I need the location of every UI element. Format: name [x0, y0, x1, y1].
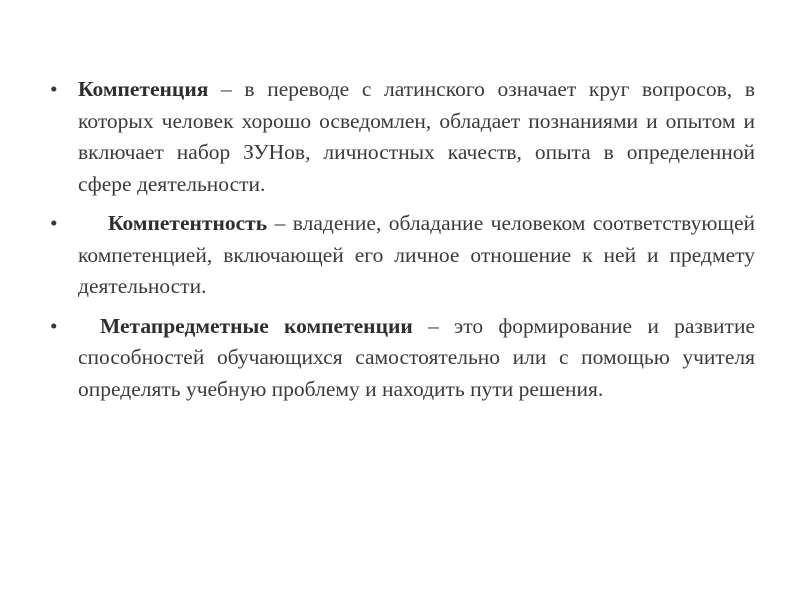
- term-competence: Компетенция: [78, 77, 209, 101]
- definition-item-competence: [50, 74, 755, 200]
- definitions-list: [50, 74, 755, 413]
- bullet-icon: •: [50, 77, 58, 101]
- bullet-icon: •: [50, 313, 58, 338]
- definition-text-competence: – в переводе с латинского означает круг вопросов, в которых человек хорошо осведомлен, обладает познаниями и опытом и включает набор ЗУНов, личностных качеств, опыта в определенной сфере деятельности.: [78, 77, 755, 196]
- definition-text-metasubject: – это формирование и развитие способностей обучающихся самостоятельно или с помощью учителя определять учебную проблему и находить пути решения.: [78, 313, 755, 401]
- term-metasubject: Метапредметные компетенции: [100, 313, 413, 338]
- definition-item-metasubject: [50, 311, 755, 406]
- bullet-icon: •: [50, 211, 58, 235]
- term-competency: Компетентность: [108, 211, 268, 235]
- definition-item-competency: [50, 208, 755, 303]
- definition-text-competency: – владение, обладание человеком соответствующей компетенцией, включающей его личное отношение к ней и предмету деятельности.: [78, 211, 755, 298]
